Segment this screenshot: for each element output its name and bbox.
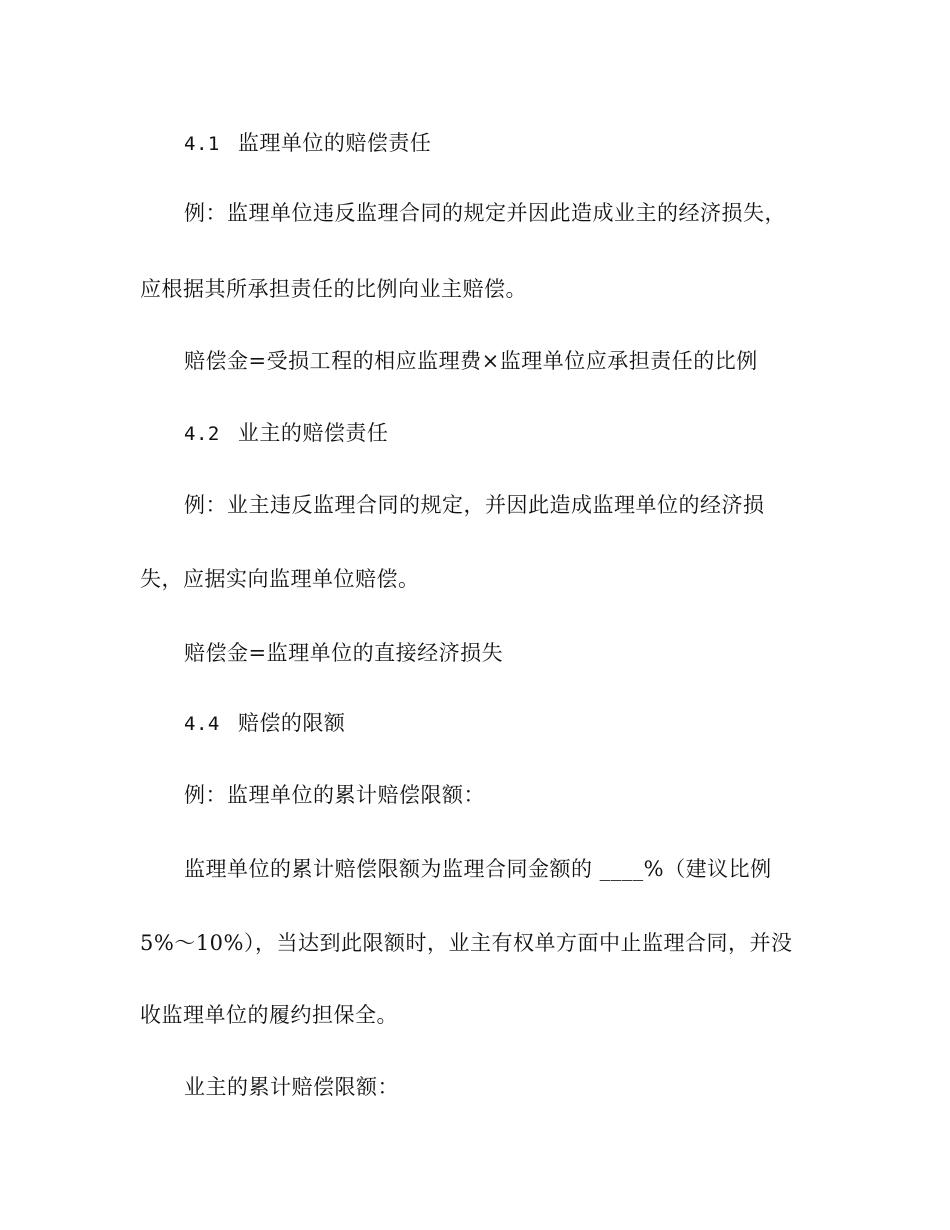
section-heading-4-2 [184,420,388,447]
section-heading-4-4 [184,710,345,737]
paragraph-line: 收监理单位的履约担保全。 [140,1003,398,1027]
section-heading-4-1 [184,130,431,157]
section-title: 赔偿的限额 [237,711,346,735]
section-title: 监理单位的赔偿责任 [237,131,432,155]
paragraph-line: 业主的累计赔偿限额： [184,1075,399,1099]
paragraph-line: 例：监理单位的累计赔偿限额： [184,783,485,807]
paragraph-line: 例：监理单位违反监理合同的规定并因此造成业主的经济损失， [184,201,786,225]
section-title: 业主的赔偿责任 [237,421,389,445]
paragraph-line: 失，应据实向监理单位赔偿。 [140,567,420,591]
formula-line: 赔偿金=监理单位的直接经济损失 [184,641,504,665]
paragraph-line: 应根据其所承担责任的比例向业主赔偿。 [140,277,527,301]
section-number: 4.1 [184,133,220,155]
paragraph-line: 监理单位的累计赔偿限额为监理合同金额的 ____%（建议比例 [184,857,772,881]
paragraph-line: 5%～10%），当达到此限额时，业主有权单方面中止监理合同，并没 [140,931,793,955]
formula-line: 赔偿金=受损工程的相应监理费×监理单位应承担责任的比例 [184,349,758,373]
section-number: 4.2 [184,423,220,445]
section-number: 4.4 [184,713,220,735]
paragraph-line: 例：业主违反监理合同的规定，并因此造成监理单位的经济损 [184,493,765,517]
